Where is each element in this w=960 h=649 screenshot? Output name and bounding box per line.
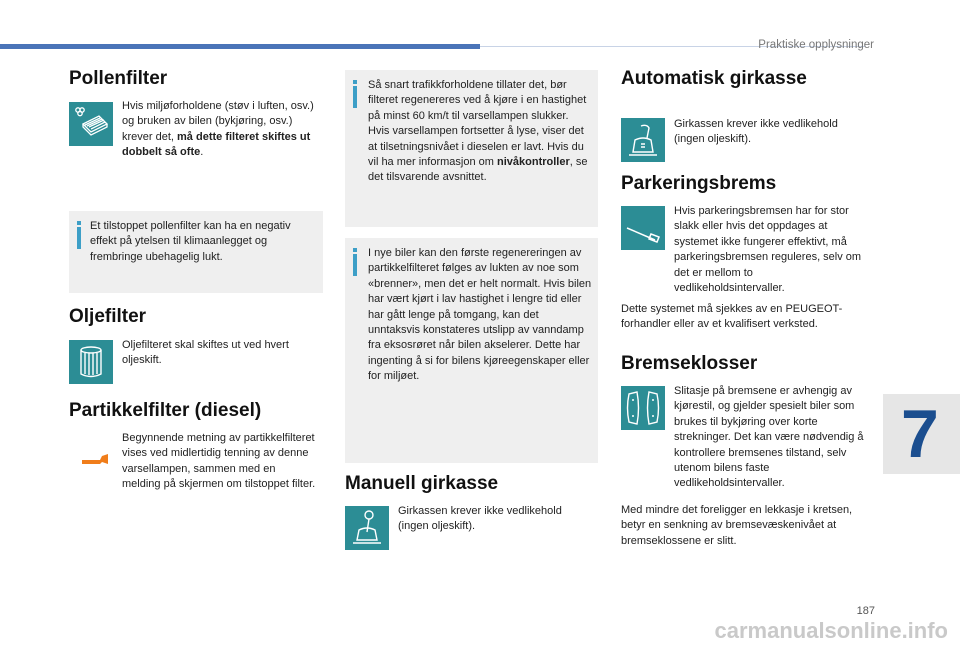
first-regeneration-note: [345, 238, 598, 463]
partikkelfilter-title: Partikkelfilter (diesel): [69, 400, 262, 421]
chapter-tab: [883, 394, 960, 474]
page-number: 187: [856, 605, 875, 617]
oljefilter-title: Oljefilter: [69, 306, 147, 327]
regeneration-note: [345, 70, 598, 227]
header-bar: [0, 44, 480, 49]
manuell-body: Girkassen krever ikke vedlikehold (ingen oljeskift).: [398, 505, 562, 533]
bremseklosser-body: Slitasje på bremsene er avhengig av kjørestil, og gjelder spesielt biler som brukes til bykjøring over korte strekninger. Det kan være nødvendig å kontrollere bremsenes tilstand, selv utenom bilens faste vedlikeholdsintervaller.: [674, 385, 864, 490]
partikkelfilter-body: Begynnende metning av partikkelfilteret vises ved midlertidig tenning av denne varsellampen, sammen med en melding på skjermen om tilstoppet filter.: [122, 432, 316, 491]
bremseklosser-body2: Med mindre det foreligger en lekkasje i kretsen, betyr en senkning av bremsevæskenivået at bremseklossene er slitt.: [621, 504, 853, 547]
bremseklosser-title: Bremseklosser: [621, 353, 758, 374]
pollen-filter-icon: [69, 102, 113, 146]
parking-brake-icon: [621, 206, 665, 250]
watermark: carmanualsonline.info: [714, 618, 948, 643]
particle-filter-warning-icon: [80, 442, 110, 468]
parkeringsbrems-title: Parkeringsbrems: [621, 173, 777, 194]
manuell-title: Manuell girkasse: [345, 473, 499, 494]
info-icon: [353, 80, 357, 108]
info-icon: [77, 221, 81, 249]
manual-gearbox-icon: [345, 506, 389, 550]
pollenfilter-title: Pollenfilter: [69, 68, 168, 89]
parkeringsbrems-body: Hvis parkeringsbremsen har for stor slakk eller hvis det oppdages at systemet ikke fungerer effektivt, må parkeringsbremsen reguleres, selv om det er mellom to vedlikeholdsintervaller.: [674, 205, 862, 295]
regeneration-note-text: Så snart trafikkforholdene tillater det, bør filteret regenereres ved å kjøre i en hastighet på minst 60 km/t til varsellampen slukker. Hvis varsellampen fortsetter å lyse, viser det at tilsetningsnivået i dieselen er lavt. Hvis du vil ha mer informasjon om nivåkontroller, se det tilsvarende avsnittet.: [368, 79, 588, 184]
parkeringsbrems-body2: Dette systemet må sjekkes av en PEUGEOT-forhandler eller av et kvalifisert verksted.: [621, 303, 843, 331]
automatisk-body: Girkassen krever ikke vedlikehold (ingen oljeskift).: [674, 118, 838, 146]
automatic-gearbox-icon: [621, 118, 665, 162]
info-icon: [353, 248, 357, 276]
pollenfilter-note: [69, 211, 323, 293]
chapter-number: 7: [901, 396, 939, 472]
pollenfilter-body: Hvis miljøforholdene (støv i luften, osv.) og bruken av bilen (bykjøring, osv.) krever det, må dette filteret skiftes ut dobbelt så ofte.: [122, 100, 314, 159]
brake-pads-icon: [621, 386, 665, 430]
oljefilter-body: Oljefilteret skal skiftes ut ved hvert oljeskift.: [122, 339, 289, 367]
first-regeneration-note-text: I nye biler kan den første regenereringen av partikkelfilteret følges av lukten av noe som «brenner», men det er helt normalt. Hvis bilen har vært kjørt i lav hastighet i lengre tid eller har gått lenge på tomgang, kan det unntaksvis konstateres utslipp av vanndamp fra eksosrøret når bilen akselerer. Dette har ingenting å si for bilens kjøreegenskaper eller for miljøet.: [368, 247, 592, 383]
pollenfilter-note-text: Et tilstoppet pollenfilter kan ha en negativ effekt på ytelsen til klimaanlegget og frembringe ubehagelig lukt.: [90, 220, 291, 263]
automatisk-title: Automatisk girkasse: [621, 68, 807, 89]
oil-filter-icon: [69, 340, 113, 384]
section-title: Praktiske opplysninger: [758, 39, 874, 51]
